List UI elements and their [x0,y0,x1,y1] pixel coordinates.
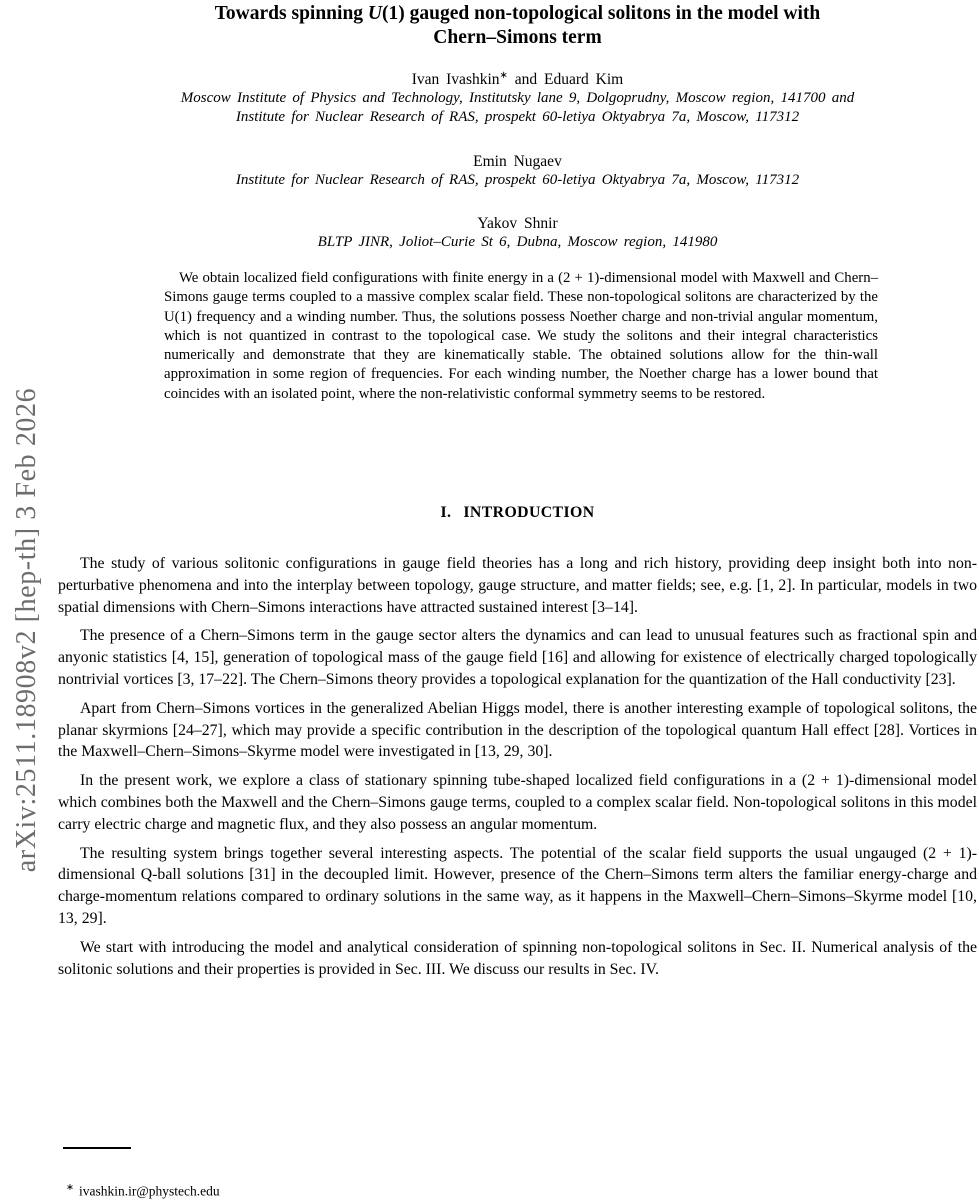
author-name: Emin Nugaev [473,153,562,170]
section-heading-introduction [58,504,977,522]
paper-title [58,2,977,50]
footnote-divider-rule [63,1147,131,1149]
title-text-pre: Towards spinning [214,3,368,24]
footnote-marker: ∗ [66,1183,74,1193]
author-group-1 [58,70,977,127]
author-email-footnote [66,1182,220,1200]
author-name: Yakov Shnir [477,215,558,232]
title-line-2: Chern–Simons term [433,27,602,48]
paper-content [58,0,977,987]
paragraph: In the present work, we explore a class of stationary spinning tube-shaped localized field configurations in a (2 + 1)-dimensional model which combines both the Maxwell and the Chern–Simons gauge terms, coupled to a complex scalar field. Non-topological solitons in this model carry electric charge and magnetic flux, and they also possess an angular momentum. [58,772,977,833]
paragraph: The presence of a Chern–Simons term in the gauge sector alters the dynamics and can lead to unusual features such as fractional spin and anyonic statistics [4, 15], generation of topological mass of the gauge field [16] and allowing for existence of electrically charged topologically nontrivial vortices [3, 17–22]. The Chern–Simons theory provides a topological explanation for the quantization of the Hall conductivity [23]. [58,627,977,689]
arxiv-identifier-stamp: arXiv:2511.18908v2 [hep-th] 3 Feb 2026 [11,387,42,873]
author-group-3 [58,214,977,252]
paragraph: We start with introducing the model and analytical consideration of spinning non-topological solitons in Sec. II. Numerical analysis of the solitonic solutions and their properties is provided in Sec. III. We discuss our results in Sec. IV. [58,938,977,978]
author-affiliation: Institute for Nuclear Research of RAS, prospekt 60-letiya Oktyabrya 7a, Moscow, 117312 [235,109,800,125]
author-affiliation: Moscow Institute of Physics and Technology, Institutsky lane 9, Dolgoprudny, Moscow region, 141700 and [180,90,855,106]
title-text-post: (1) gauged non-topological solitons in the model with [382,3,821,24]
paragraph: Apart from Chern–Simons vortices in the generalized Abelian Higgs model, there is another interesting example of topological solitons, the planar skyrmions [24–27], which may provide a specific contribution in the description of the topological quantum Hall effect [28]. Vortices in the Maxwell–Chern–Simons–Skyrme model were investigated in [13, 29, 30]. [58,699,977,761]
title-line-1 [58,2,977,26]
paragraph: The study of various solitonic configurations in gauge field theories has a long and rich history, providing deep insight both into non-perturbative phenomena and into the interplay between topology, gauge structure, and matter fields; see, e.g. [1, 2]. In particular, models in two spatial dimensions with Chern–Simons interactions have attracted sustained interest [3–14]. [58,555,977,616]
author-name: and Eduard Kim [507,71,624,88]
introduction-body [58,553,977,980]
section-number: I. [440,504,452,522]
title-math-symbol: U [367,3,383,24]
section-title: INTRODUCTION [463,504,595,522]
abstract: We obtain localized field configurations with finite energy in a (2 + 1)-dimensional model with Maxwell and Chern–Simons gauge terms coupled to a massive complex scalar field. These non-topological solitons are characterized by the U(1) frequency and a winding number. Thus, the solutions possess Noether charge and non-trivial angular momentum, which is not quantized in contrast to the topological case. We study the solitons and their integral characteristics numerically and demonstrate that they are kinematically stable. The obtained solutions allow for the thin-wall approximation in some region of frequencies. For each winding number, the Noether charge has a lower bound that coincides with an isolated point, where the non-relativistic conformal symmetry seems to be restored. [164,270,878,402]
author-name: Ivan Ivashkin [411,71,500,88]
author-names [58,70,977,89]
author-affiliation: Institute for Nuclear Research of RAS, prospekt 60-letiya Oktyabrya 7a, Moscow, 117312 [235,172,800,188]
author-affiliation: BLTP JINR, Joliot–Curie St 6, Dubna, Moscow region, 141980 [317,234,718,250]
author-email-link[interactable]: ivashkin.ir@phystech.edu [78,1183,220,1199]
author-group-2 [58,152,977,190]
paragraph: The resulting system brings together several interesting aspects. The potential of the scalar field supports the usual ungauged (2 + 1)-dimensional Q-ball solutions [31] in the decoupled limit. However, presence of the Chern–Simons term alters the familiar energy-charge and charge-momentum relations compared to ordinary solutions in the same way, as it happens in the Maxwell–Chern–Simons–Skyrme model [10, 13, 29]. [58,844,977,928]
author-footnote-marker: ∗ [499,69,508,81]
